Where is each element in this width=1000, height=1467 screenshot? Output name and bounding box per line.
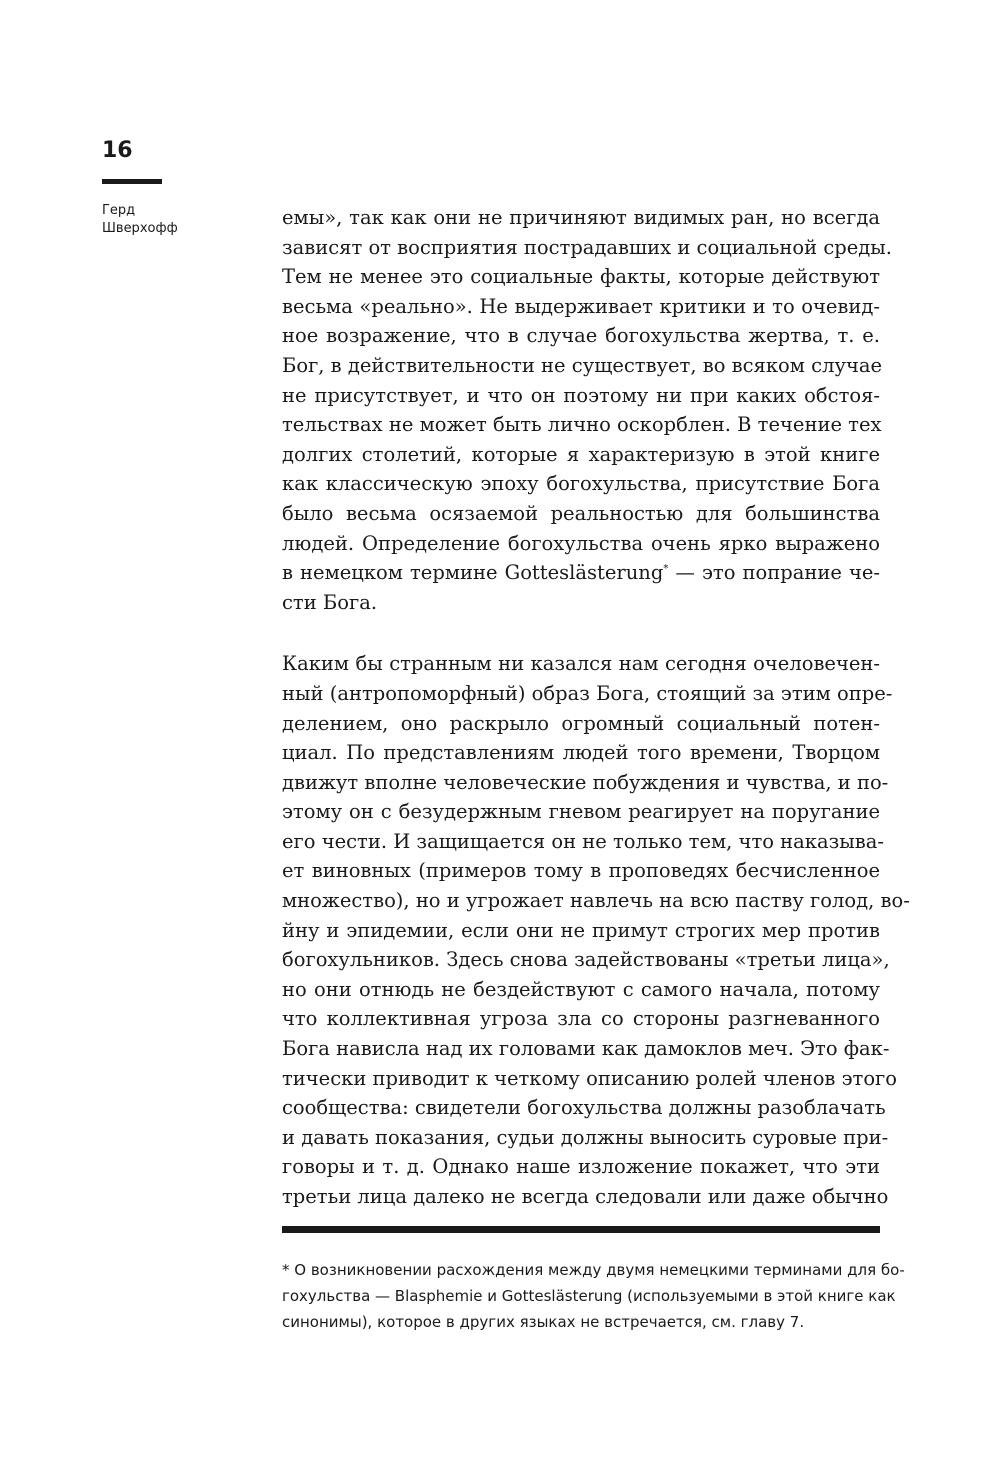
text-line: сти Бога. (282, 590, 378, 614)
header-rule (102, 179, 162, 184)
text-line: третьи лица далеко не всегда следовали или даже обычно (282, 1185, 889, 1208)
paragraph-gap (282, 617, 880, 649)
text-line: как классическую эпоху богохульства, присутствие Бога (282, 472, 880, 496)
text-line: ет виновных (примеров тому в проповедях бесчисленное (282, 859, 880, 883)
text-line: зависят от восприятия пострадавших и социальной среды. (282, 235, 892, 259)
text-line: Бога нависла над их головами как дамоклов меч. Это фак- (282, 1037, 890, 1061)
text-line: множество), но и угрожает навлечь на всю паству голод, во- (282, 889, 910, 913)
text-line: не присутствует, и что он поэтому ни при каких обстоя- (282, 383, 880, 407)
text-line: долгих столетий, которые я характеризую в этой книге (282, 442, 880, 466)
text-line: этому он с безудержным гневом реагирует на поругание (282, 800, 880, 824)
text-line: ный (антропоморфный) образ Бога, стоящий за этим опре- (282, 681, 893, 705)
author-last-name: Шверхофф (102, 221, 178, 236)
text-line: и давать показания, судьи должны выносить суровые при- (282, 1125, 889, 1149)
text-line: сообщества: свидетели богохульства должны разоблачать (282, 1096, 886, 1120)
text-line: тельствах не может быть лично оскорблен. В течение тех (282, 413, 882, 437)
footnote-line: синонимы), которое в других языках не встречается, см. главу 7. (282, 1313, 805, 1331)
text-line-with-footnote (282, 558, 880, 588)
footnote-line: гохульства — Blasphemie и Gotteslästerung (используемыми в этой книге как (282, 1287, 896, 1305)
text-line: Бог, в действительности не существует, во всяком случае (282, 353, 882, 377)
text-line: что коллективная угроза зла со стороны разгневанного (282, 1007, 880, 1031)
text-line: емы», так как они не причиняют видимых ран, но всегда (282, 206, 880, 229)
text-line: движут вполне человеческие побуждения и чувства, и по- (282, 770, 889, 794)
paragraph-2 (282, 649, 910, 1211)
text-line: циал. По представлениям людей того времени, Творцом (282, 741, 880, 765)
text-line: его чести. И защищается он не только тем, что наказыва- (282, 829, 884, 853)
running-head-author (102, 202, 178, 238)
paragraph-1 (282, 203, 892, 617)
main-text (282, 203, 910, 1212)
text-line: йну и эпидемии, если они не примут строгих мер против (282, 918, 880, 942)
text-line: Тем не менее это социальные факты, которые действуют (282, 265, 880, 289)
footnote-line: * О возникновении расхождения между двумя немецкими терминами для бо- (282, 1261, 905, 1279)
text-line: богохульников. Здесь снова задействованы «третьи лица», (282, 948, 890, 972)
text-segment: — это попрание че- (668, 561, 881, 585)
author-first-name: Герд (102, 203, 136, 218)
text-line: людей. Определение богохульства очень ярко выражено (282, 531, 880, 555)
footnote (282, 1257, 905, 1335)
footnote-separator (282, 1226, 880, 1233)
text-segment: в немецком термине Gotteslästerung (282, 561, 664, 585)
text-line: но они отнюдь не бездействуют с самого начала, потому (282, 977, 880, 1001)
text-line: делением, оно раскрыло огромный социальный потен- (282, 711, 880, 735)
text-line: ное возражение, что в случае богохульства жертва, т. е. (282, 324, 880, 348)
page-number: 16 (102, 138, 133, 163)
footnote-reference[interactable]: * (663, 563, 669, 575)
text-line: было весьма осязаемой реальностью для большинства (282, 501, 880, 525)
text-line: тически приводит к четкому описанию ролей членов этого (282, 1066, 898, 1090)
text-line: говоры и т. д. Однако наше изложение покажет, что эти (282, 1155, 880, 1179)
text-line: весьма «реально». Не выдерживает критики и то очевид- (282, 294, 880, 318)
text-line: Каким бы странным ни казался нам сегодня очеловечен- (282, 652, 880, 676)
